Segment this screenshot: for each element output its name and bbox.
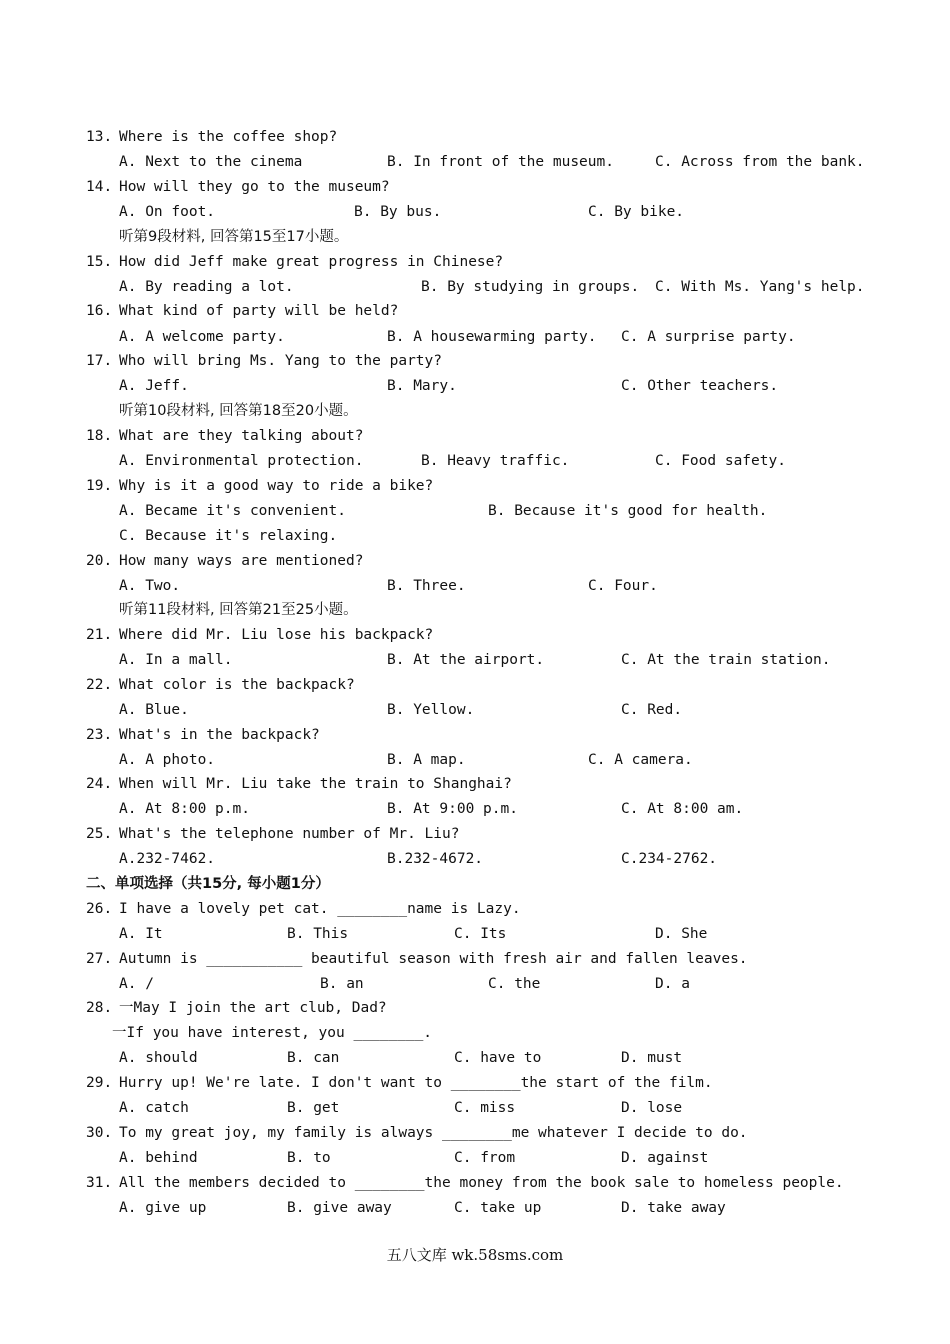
instruction-seg10: 听第10段材料, 回答第18至20小题。 [119,403,358,419]
option: B. Mary. [387,378,457,394]
question-number: 24. [86,776,113,792]
option: B. At the airport. [387,652,545,668]
option: B.232-4672. [387,851,484,867]
option: B. to [287,1150,331,1166]
question-text: What color is the backpack? [119,677,355,693]
question-number: 16. [86,303,113,319]
question-text: How will they go to the museum? [119,179,390,195]
option: B. By studying in groups. [421,279,640,295]
option: B. A map. [387,752,466,768]
option: C. Because it's relaxing. [119,528,338,544]
option: D. take away [621,1200,726,1216]
page-footer: 五八文库 wk.58sms.com [386,1246,564,1264]
option: B. This [287,926,349,942]
question-text: What kind of party will be held? [119,303,399,319]
question-number: 26. [86,901,113,917]
option: C. By bike. [588,204,685,220]
question-number: 17. [86,353,113,369]
option: C. Food safety. [655,453,786,469]
question-number: 28. [86,1000,113,1016]
question-text-reply: 一If you have interest, you ________. [112,1025,433,1041]
option: A. / [119,976,154,992]
option: B. A housewarming party. [387,329,597,345]
option: A. A welcome party. [119,329,285,345]
question-text: All the members decided to ________the money from the book sale to homeless people. [119,1175,844,1191]
option: A. It [119,926,163,942]
question-text: When will Mr. Liu take the train to Shanghai? [119,776,512,792]
option: B. At 9:00 p.m. [387,801,518,817]
option: A. behind [119,1150,198,1166]
option: C. A surprise party. [621,329,796,345]
question-number: 30. [86,1125,113,1141]
option: C. have to [454,1050,542,1066]
option: A. At 8:00 p.m. [119,801,250,817]
question-text: How many ways are mentioned? [119,553,364,569]
question-number: 13. [86,129,113,145]
question-text: What are they talking about? [119,428,364,444]
question-number: 18. [86,428,113,444]
question-number: 15. [86,254,113,270]
option: A. A photo. [119,752,216,768]
question-text: Why is it a good way to ride a bike? [119,478,434,494]
option: A. In a mall. [119,652,233,668]
option: A. Jeff. [119,378,189,394]
question-number: 21. [86,627,113,643]
question-text: Hurry up! We're late. I don't want to ________the start of the film. [119,1075,713,1091]
option: C. Four. [588,578,658,594]
option: C. the [488,976,541,992]
question-text: I have a lovely pet cat. ________name is Lazy. [119,901,521,917]
question-text: How did Jeff make great progress in Chinese? [119,254,504,270]
question-number: 27. [86,951,113,967]
question-text: What's the telephone number of Mr. Liu? [119,826,460,842]
option: D. lose [621,1100,683,1116]
option: B. get [287,1100,340,1116]
question-number: 14. [86,179,113,195]
question-number: 31. [86,1175,113,1191]
option: C. Its [454,926,507,942]
question-text: Where is the coffee shop? [119,129,338,145]
question-number: 22. [86,677,113,693]
question-number: 25. [86,826,113,842]
question-text: Who will bring Ms. Yang to the party? [119,353,443,369]
question-number: 20. [86,553,113,569]
option: D. She [655,926,708,942]
option: A. Environmental protection. [119,453,364,469]
option: A.232-7462. [119,851,216,867]
option: B. Three. [387,578,466,594]
question-text: To my great joy, my family is always ________me whatever I decide to do. [119,1125,748,1141]
option: C. from [454,1150,516,1166]
question-number: 29. [86,1075,113,1091]
option: A. Became it's convenient. [119,503,346,519]
option: C. At the train station. [621,652,831,668]
option: D. a [655,976,690,992]
option: B. an [320,976,364,992]
option: A. Two. [119,578,181,594]
option: C. Other teachers. [621,378,779,394]
option: A. should [119,1050,198,1066]
question-text: What's in the backpack? [119,727,320,743]
question-text: 一May I join the art club, Dad? [119,1000,387,1016]
option: C.234-2762. [621,851,718,867]
option: A. By reading a lot. [119,279,294,295]
option: C. Across from the bank. [655,154,865,170]
option: D. must [621,1050,683,1066]
option: B. By bus. [354,204,442,220]
option: D. against [621,1150,709,1166]
option: B. can [287,1050,340,1066]
instruction-seg9: 听第9段材料, 回答第15至17小题。 [119,229,349,245]
option: C. take up [454,1200,542,1216]
section-title: 二、单项选择（共15分, 每小题1分） [86,876,330,892]
option: C. At 8:00 am. [621,801,744,817]
option: B. Yellow. [387,702,475,718]
option: C. Red. [621,702,683,718]
instruction-seg11: 听第11段材料, 回答第21至25小题。 [119,602,358,618]
option: A. On foot. [119,204,216,220]
option: A. catch [119,1100,189,1116]
question-text: Where did Mr. Liu lose his backpack? [119,627,434,643]
question-number: 23. [86,727,113,743]
option: A. give up [119,1200,207,1216]
question-text: Autumn is ___________ beautiful season with fresh air and fallen leaves. [119,951,748,967]
option: B. give away [287,1200,392,1216]
option: C. A camera. [588,752,693,768]
option: B. Because it's good for health. [488,503,768,519]
question-number: 19. [86,478,113,494]
option: B. In front of the museum. [387,154,614,170]
option: A. Blue. [119,702,189,718]
option: B. Heavy traffic. [421,453,570,469]
option: C. miss [454,1100,516,1116]
option: A. Next to the cinema [119,154,303,170]
option: C. With Ms. Yang's help. [655,279,865,295]
